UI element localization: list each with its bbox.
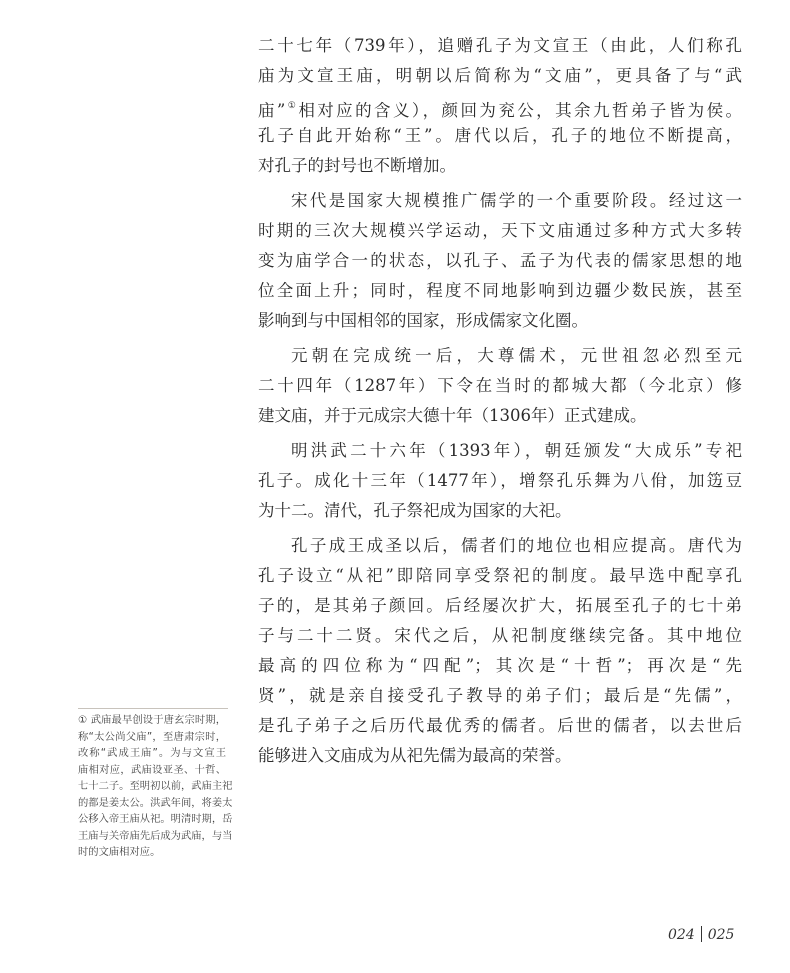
text-line: 庙为文宣王庙，明朝以后简称为“文庙”，更具备了与“武 xyxy=(258,66,742,85)
paragraph xyxy=(258,436,742,526)
footnote-line: 庙相对应，武庙设亚圣、十哲、 xyxy=(78,763,226,776)
footnote-line: 王庙与关帝庙先后成为武庙，与当 xyxy=(78,829,233,842)
text-line: 贤”，就是亲自接受孔子教导的弟子们；最后是“先儒”， xyxy=(258,686,742,705)
text-line: 庙”①相对应的含义），颜回为兖公，其余九哲弟子皆为侯。 xyxy=(258,101,743,120)
page-number-separator xyxy=(701,926,702,942)
text-line: 能够进入文庙成为从祀先儒为最高的荣誉。 xyxy=(258,746,572,765)
text-line: 为十二。清代，孔子祭祀成为国家的大祀。 xyxy=(258,501,572,520)
main-text xyxy=(258,31,742,776)
text-line: 建文庙，并于元成宗大德十年（1306年）正式建成。 xyxy=(258,406,647,425)
footnote-line: 时的文庙相对应。 xyxy=(78,846,161,858)
footnote-line: 称“太公尚父庙”，至唐肃宗时， xyxy=(78,730,226,743)
text-line: 位全面上升；同时，程度不同地影响到边疆少数民族，甚至 xyxy=(258,281,742,300)
footnote-line: 七十二子。至明初以前，武庙主祀 xyxy=(78,780,233,792)
text-line: 子与二十二贤。宋代之后，从祀制度继续完备。其中地位 xyxy=(258,626,742,645)
text-line: 元朝在完成统一后，大尊儒术，元世祖忽必烈至元 xyxy=(291,346,742,365)
footnote-marker[interactable]: ① xyxy=(285,101,299,111)
text-line: 最高的四位称为“四配”；其次是“十哲”；再次是“先 xyxy=(258,656,742,675)
text-line: 宋代是国家大规模推广儒学的一个重要阶段。经过这一 xyxy=(291,191,742,210)
text-line: 变为庙学合一的状态，以孔子、孟子为代表的儒家思想的地 xyxy=(258,251,742,270)
text-line: 明洪武二十六年（1393年），朝廷颁发“大成乐”专祀 xyxy=(291,441,742,460)
page-number-left: 024 xyxy=(668,927,695,943)
footnote-line: 改称“武成王庙”。为与文宣王 xyxy=(78,747,226,759)
footnote-divider xyxy=(78,708,228,709)
text-line: 二十七年（739年），追赠孔子为文宣王（由此，人们称孔 xyxy=(258,36,742,55)
paragraph xyxy=(258,531,742,771)
footnote-line: 的都是姜太公。洪武年间，将姜太 xyxy=(78,796,233,809)
text-line: 孔子成王成圣以后，儒者们的地位也相应提高。唐代为 xyxy=(291,536,742,555)
footnote xyxy=(78,712,233,861)
footnote-line: 公移入帝王庙从祀。明清时期，岳 xyxy=(78,813,233,825)
text-line: 孔子。成化十三年（1477年），增祭孔乐舞为八佾，加笾豆 xyxy=(258,471,742,490)
text-line: 影响到与中国相邻的国家，形成儒家文化圈。 xyxy=(258,311,588,330)
paragraph xyxy=(258,341,742,431)
text-line: 时期的三次大规模兴学运动，天下文庙通过多种方式大多转 xyxy=(258,221,742,240)
text-line: 是孔子弟子之后历代最优秀的儒者。后世的儒者，以去世后 xyxy=(258,716,742,735)
text-line: 对孔子的封号也不断增加。 xyxy=(258,156,456,175)
page-numbers xyxy=(668,926,734,943)
text-line: 子的，是其弟子颜回。后经屡次扩大，拓展至孔子的七十弟 xyxy=(258,596,742,615)
paragraph xyxy=(258,186,742,336)
footnote-line: ① 武庙最早创设于唐玄宗时期， xyxy=(78,714,226,726)
paragraph xyxy=(258,31,742,181)
text-line: 孔子设立“从祀”即陪同享受祭祀的制度。最早选中配享孔 xyxy=(258,566,742,585)
text-line: 孔子自此开始称“王”。唐代以后，孔子的地位不断提高， xyxy=(258,126,742,145)
text-line: 二十四年（1287年）下令在当时的都城大都（今北京）修 xyxy=(258,376,742,395)
page-number-right: 025 xyxy=(707,927,735,943)
